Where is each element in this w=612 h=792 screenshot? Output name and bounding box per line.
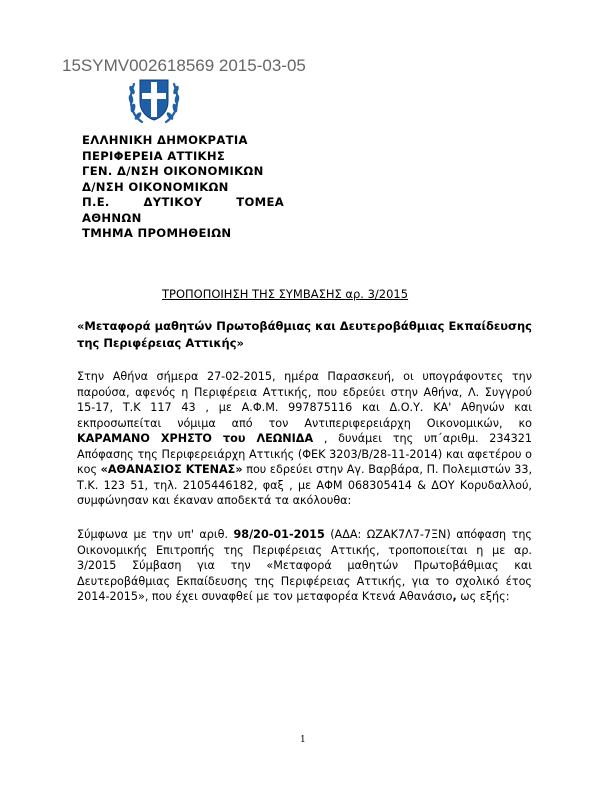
header-line-sector [82,195,284,211]
paragraph-text: Σύμφωνα με την υπ' αριθ. [77,528,234,541]
header-line: ΠΕΡΙΦΕΡΕΙΑ ΑΤΤΙΚΗΣ [82,148,226,163]
header-word: Π.Ε. [82,195,110,209]
header-line: ΑΘΗΝΩΝ [82,210,142,225]
document-title: ΤΡΟΠΟΠΟΙΗΣΗ ΤΗΣ ΣΥΜΒΑΣΗΣ αρ. 3/2015 [162,287,409,301]
paragraph-text: Στην Αθήνα σήμερα 27-02-2015, ημέρα Παρασκευή, οι υπογράφοντες την παρούσα, αφενός η Περιφέρεια Αττικής, που εδρεύει στην Αθήνα, Λ. Συγγρού 15-17, Τ.Κ 117 43 , με Α.Φ.Μ. 997875116 και Δ.Ο.Υ. ΚΑ' Αθηνών και εκπροσωπείται νόμιμα από τον Αντιπεριφερειάρχη Οικονομικών, κο [77,370,532,430]
header-line: ΤΜΗΜΑ ΠΡΟΜΗΘΕΙΩΝ [82,226,232,240]
header-line: ΕΛΛΗΝΙΚΗ ΔΗΜΟΚΡΑΤΙΑ [82,133,248,147]
document-id-watermark: 15SYMV002618569 2015-03-05 [62,56,306,75]
greek-coat-of-arms-icon [122,68,186,132]
paragraph-parties [77,369,532,509]
punctuation: , [452,590,457,603]
paragraph-text: (ΑΔΑ: ΩΖΑΚ7Λ7-7ΞΝ) απόφαση της Οικονομικής Επιτροπής της Περιφέρειας Αττικής, τροποποιείται η με αρ. 3/2015 Σύμβαση για την «Μεταφορά μαθητών Πρωτοβάθμιας και Δευτεροβάθμιας Εκπαίδευσης της Περιφέρειας Αττικής, για το σχολικό έτος 2014-2015», που έχει συναφθεί με τον μεταφορέα Κτενά Αθανάσιο [77,528,532,603]
header-line: ΓΕΝ. Δ/ΝΣΗ ΟΙΚΟΝΟΜΙΚΩΝ [82,164,264,178]
paragraph-amendment [77,527,532,605]
paragraph-text: που εδρεύει στην Αγ. Βαρβάρα, Π. Πολεμιστών 33, Τ.Κ. 123 51, τηλ. 2105446182, φαξ , με ΑΦΜ 068305414 & ΔΟΥ Κορυδαλλού, συμφώνησαν και έκαναν αποδεκτά τα ακόλουθα: [77,463,532,507]
page-number: 1 [300,735,306,745]
contractor-name: «ΑΘΑΝΑΣΙΟΣ ΚΤΕΝΑΣ» [100,463,243,476]
header-line: Δ/ΝΣΗ ΟΙΚΟΝΟΜΙΚΩΝ [82,179,229,194]
representative-name: ΚΑΡΑΜΑΝΟ ΧΡΗΣΤΟ του ΛΕΩΝΙΔΑ [77,432,314,445]
decision-reference: 98/20-01-2015 [233,528,325,541]
header-word: ΤΟΜΕΑ [236,195,284,209]
header-word: ΔΥΤΙΚΟΥ [143,195,203,209]
paragraph-text: , δυνάμει της υπ΄αριθμ. 234321 Απόφασης της Περιφερειάρχη Αττικής (ΦΕΚ 3203/Β/28-11-2014) και αφετέρου ο κος [77,432,532,476]
paragraph-text: ως εξής: [456,590,510,603]
contract-subject: «Μεταφορά μαθητών Πρωτοβάθμιας και Δευτεροβάθμιας Εκπαίδευσης της Περιφέρειας Αττικής» [77,319,532,350]
issuer-header [82,133,284,242]
